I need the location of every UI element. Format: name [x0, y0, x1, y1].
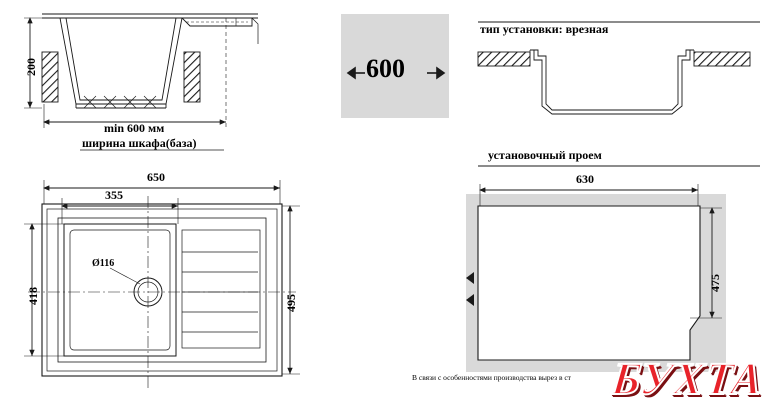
install-type-title: тип установки: врезная [480, 22, 609, 36]
drain-diameter-label: Ø116 [92, 258, 115, 269]
plan-total-height-label: 495 [284, 294, 298, 312]
cabinet-width-value: 600 [366, 54, 405, 83]
cabinet-width-arrows [341, 14, 449, 118]
cutout-height-label: 475 [708, 274, 722, 292]
plan-total-width-label: 650 [147, 170, 165, 184]
cabinet-min-width-label: min 600 мм [104, 121, 165, 135]
cabinet-height-label: 200 [24, 58, 38, 76]
cutout-title: установочный проем [488, 148, 602, 162]
plan-bowl-width-label: 355 [105, 188, 123, 202]
cabinet-base-caption: ширина шкафа(база) [82, 136, 197, 150]
production-note: В связи с особенностями производства вырез в ст [412, 373, 571, 382]
plan-inner-height-label: 418 [26, 287, 40, 305]
watermark-text: БУХТА [609, 353, 766, 404]
cutout-width-label: 630 [576, 172, 594, 186]
